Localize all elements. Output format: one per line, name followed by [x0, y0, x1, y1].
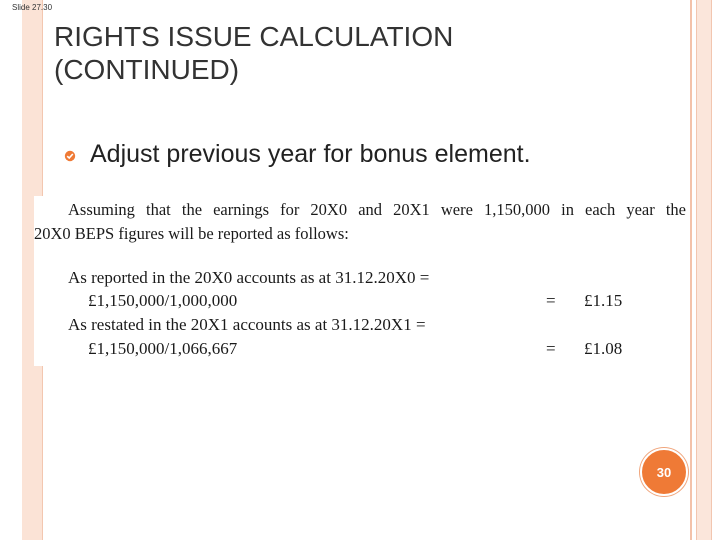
row2-value: £1.08: [584, 339, 623, 358]
bullet-text: Adjust previous year for bonus element.: [90, 140, 531, 168]
slide-title-line1: RIGHTS ISSUE CALCULATION: [54, 21, 454, 52]
bullet-circle-icon: [64, 150, 76, 162]
paragraph-line-1: Assuming that the earnings for 20X0 and 20X1 were 1,150,000 in each year the: [68, 200, 686, 219]
left-margin: [0, 0, 22, 540]
row1-value: £1.15: [584, 291, 623, 310]
row1-equals: =: [546, 291, 556, 310]
paragraph-line-2: 20X0 BEPS figures will be reported as follows:: [34, 224, 349, 243]
row2-calculation: £1,150,000/1,066,667: [88, 339, 238, 358]
right-decorative-rule-wide: [696, 0, 712, 540]
row2-equals: =: [546, 339, 556, 358]
row1-label: As reported in the 20X0 accounts as at 31.12.20X0 =: [68, 268, 430, 287]
row2-label: As restated in the 20X1 accounts as at 31.12.20X1 =: [68, 315, 426, 334]
bullet-item: [64, 140, 531, 169]
slide-title: [54, 20, 453, 86]
scanned-text-block: [34, 196, 690, 366]
page-number-badge: 30: [640, 448, 688, 496]
slide-title-line2: (CONTINUED): [54, 54, 240, 85]
slide-label: Slide 27.30: [12, 3, 53, 12]
right-decorative-rule-thin: [690, 0, 692, 540]
row1-calculation: £1,150,000/1,000,000: [88, 291, 238, 310]
